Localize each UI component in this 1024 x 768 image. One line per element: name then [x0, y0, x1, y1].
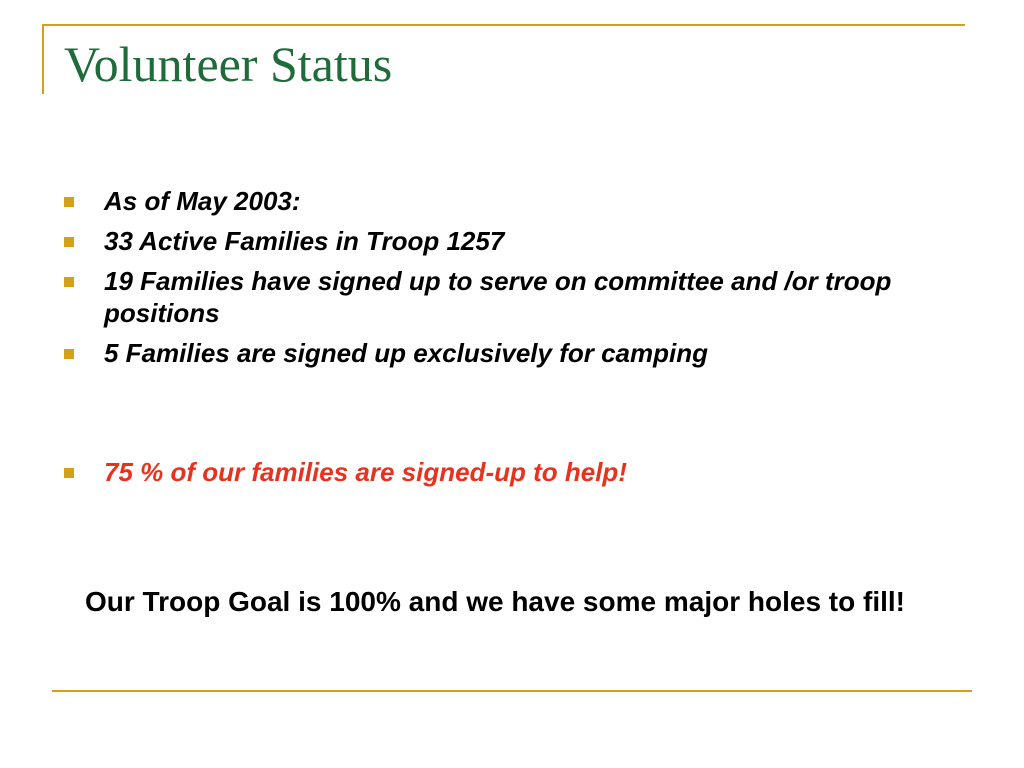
highlight-bullet-text: 75 % of our families are signed-up to help! [104, 457, 627, 487]
square-bullet-icon [64, 277, 74, 287]
bullet-list [64, 185, 944, 496]
bullet-item-camping-signups [64, 337, 944, 369]
bullet-item-committee-signups [64, 265, 944, 329]
bullet-item-active-families [64, 225, 944, 257]
bullet-text: 19 Families have signed up to serve on committee and /or troop positions [104, 266, 892, 328]
bullet-item-signup-percentage [64, 456, 944, 488]
bullet-spacer [64, 377, 944, 456]
bullet-text: 33 Active Families in Troop 1257 [104, 226, 505, 256]
square-bullet-icon [64, 349, 74, 359]
left-border-line [42, 24, 44, 94]
troop-goal-statement: Our Troop Goal is 100% and we have some major holes to fill! [85, 586, 905, 617]
bullet-text: As of May 2003: [104, 186, 301, 216]
bullet-item-as-of-date [64, 185, 944, 217]
bullet-text: 5 Families are signed up exclusively for camping [104, 338, 709, 368]
square-bullet-icon [64, 468, 74, 478]
square-bullet-icon [64, 237, 74, 247]
slide-title: Volunteer Status [64, 36, 393, 92]
top-border-line [42, 24, 965, 26]
bottom-border-line [52, 690, 972, 692]
square-bullet-icon [64, 197, 74, 207]
